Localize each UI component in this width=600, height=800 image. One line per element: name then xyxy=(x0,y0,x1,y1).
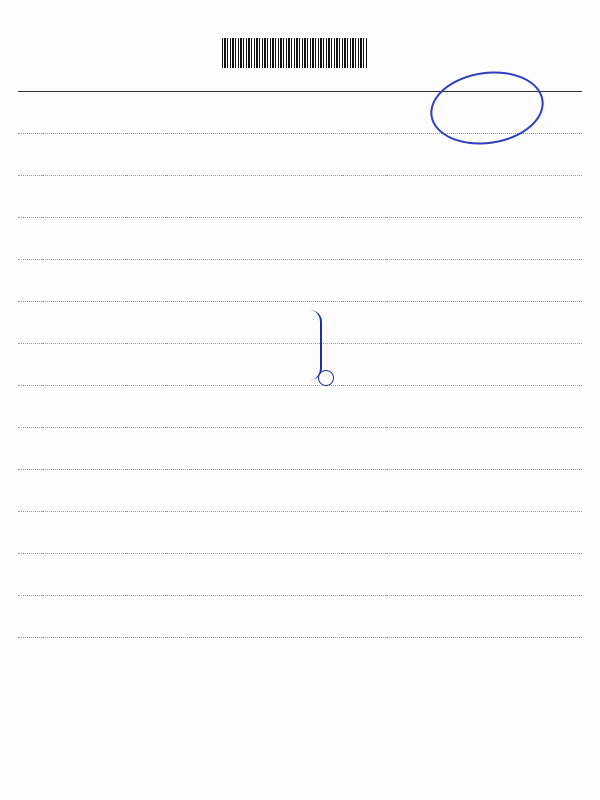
row-weight xyxy=(126,554,166,596)
table-row xyxy=(18,596,582,638)
row-sno xyxy=(18,512,42,554)
row-weight xyxy=(126,260,166,302)
row-details-cell xyxy=(190,428,342,470)
row-weight xyxy=(126,344,166,386)
row-seal-cell xyxy=(386,302,582,344)
table-row xyxy=(18,302,582,344)
row-pcs xyxy=(166,344,190,386)
row-consignment xyxy=(42,92,126,134)
col-pcs xyxy=(166,82,190,92)
row-weight xyxy=(126,386,166,428)
row-remarks-cell xyxy=(342,512,386,554)
row-weight xyxy=(126,596,166,638)
table-row xyxy=(18,470,582,512)
row-pcs xyxy=(166,134,190,176)
row-sno xyxy=(18,302,42,344)
table-row xyxy=(18,344,582,386)
row-seal-cell xyxy=(386,260,582,302)
row-consignment xyxy=(42,218,126,260)
row-consignment xyxy=(42,596,126,638)
row-seal-cell xyxy=(386,470,582,512)
row-weight xyxy=(126,512,166,554)
row-consignment xyxy=(42,176,126,218)
table-row xyxy=(18,218,582,260)
row-remarks-cell xyxy=(342,470,386,512)
col-sno xyxy=(18,82,42,92)
row-remarks-cell xyxy=(342,386,386,428)
row-sno xyxy=(18,260,42,302)
row-details-cell xyxy=(190,92,342,134)
row-pcs xyxy=(166,176,190,218)
row-seal-cell xyxy=(386,344,582,386)
table-row xyxy=(18,554,582,596)
row-weight xyxy=(126,302,166,344)
row-remarks-cell xyxy=(342,176,386,218)
row-weight xyxy=(126,428,166,470)
row-pcs xyxy=(166,428,190,470)
row-remarks-cell xyxy=(342,218,386,260)
row-pcs xyxy=(166,470,190,512)
row-consignment xyxy=(42,512,126,554)
row-remarks-cell xyxy=(342,344,386,386)
row-pcs xyxy=(166,386,190,428)
col-details xyxy=(190,82,342,92)
row-details-cell xyxy=(190,386,342,428)
row-seal-cell xyxy=(386,218,582,260)
table-row xyxy=(18,428,582,470)
row-consignment xyxy=(42,260,126,302)
row-sno xyxy=(18,92,42,134)
row-details-cell xyxy=(190,134,342,176)
row-seal-cell xyxy=(386,554,582,596)
table-row xyxy=(18,512,582,554)
col-consignment xyxy=(42,82,126,92)
row-sno xyxy=(18,386,42,428)
row-remarks-cell xyxy=(342,134,386,176)
row-consignment xyxy=(42,134,126,176)
row-sno xyxy=(18,176,42,218)
col-weight xyxy=(126,82,166,92)
row-remarks-cell xyxy=(342,554,386,596)
row-sno xyxy=(18,596,42,638)
table-row xyxy=(18,176,582,218)
row-sno xyxy=(18,470,42,512)
row-details-cell xyxy=(190,512,342,554)
row-weight xyxy=(126,218,166,260)
row-sno xyxy=(18,554,42,596)
row-pcs xyxy=(166,302,190,344)
row-consignment xyxy=(42,344,126,386)
col-remarks xyxy=(342,82,386,92)
row-sno xyxy=(18,344,42,386)
circled-note xyxy=(318,370,334,386)
row-remarks-cell xyxy=(342,428,386,470)
row-details-cell xyxy=(190,554,342,596)
row-details-cell xyxy=(190,176,342,218)
row-seal-cell xyxy=(386,176,582,218)
row-consignment xyxy=(42,428,126,470)
row-weight xyxy=(126,470,166,512)
row-weight xyxy=(126,134,166,176)
handwritten-brace xyxy=(310,310,322,380)
row-remarks-cell xyxy=(342,302,386,344)
row-sno xyxy=(18,218,42,260)
row-sno xyxy=(18,428,42,470)
row-weight xyxy=(126,176,166,218)
row-consignment xyxy=(42,302,126,344)
row-remarks-cell xyxy=(342,596,386,638)
row-seal-cell xyxy=(386,428,582,470)
row-consignment xyxy=(42,386,126,428)
row-seal-cell xyxy=(386,386,582,428)
row-consignment xyxy=(42,554,126,596)
runsheet-table xyxy=(18,82,582,638)
row-weight xyxy=(126,92,166,134)
row-pcs xyxy=(166,554,190,596)
row-consignment xyxy=(42,470,126,512)
row-details-cell xyxy=(190,260,342,302)
row-pcs xyxy=(166,92,190,134)
row-seal-cell xyxy=(386,596,582,638)
row-pcs xyxy=(166,512,190,554)
barcode xyxy=(222,38,367,68)
row-remarks-cell xyxy=(342,260,386,302)
row-sno xyxy=(18,134,42,176)
row-pcs xyxy=(166,218,190,260)
row-seal-cell xyxy=(386,512,582,554)
row-details-cell xyxy=(190,218,342,260)
row-details-cell xyxy=(190,596,342,638)
table-row xyxy=(18,386,582,428)
row-pcs xyxy=(166,260,190,302)
row-details-cell xyxy=(190,470,342,512)
table-row xyxy=(18,260,582,302)
row-remarks-cell xyxy=(342,92,386,134)
row-pcs xyxy=(166,596,190,638)
